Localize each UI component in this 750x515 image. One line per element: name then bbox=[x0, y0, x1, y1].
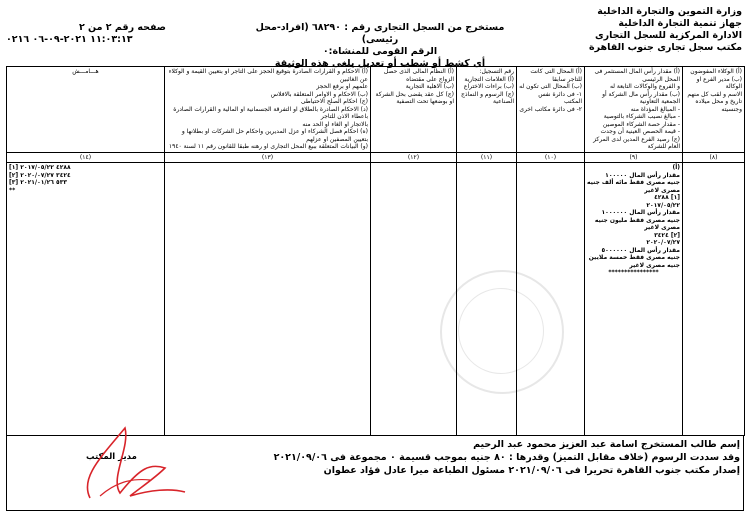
column-header-13: (أ) الاحكام و القرارات الصادرة بتوقيع الحجز على التاجر او بتعيين القيمة و الوكلاء عن الغائبين علمهم او برفع الحجز (ب) الاحكام و الاوامر المتعلقة بالافلاس (ج) احكام الصلح الاحتياطى (د) الاحكام الصادرة بالطلاق او التفرقة الجسمانية او المالية و القرارات الصادرة باعطاء الاذن للتاجر بالاتجار او الغاء او الحد منه (ه) احكام فصل الشركاء او عزل المديرين واحكام حل الشركات او بطلانها و بتعيين المصفين او عزلهم (و) البيانات المتعلقة ببيع المحل التجارى او رهنه طبقا للقانون رقم ١١ لسنة ١٩٤٠ bbox=[165, 67, 371, 153]
margin-note: [٣] ٥٣٣ ٢٠٢١/٠١/٢٦ bbox=[9, 179, 68, 186]
column-header-10: (أ) المحال التى كانت للتاجر سابقا (ب) المحال التى تكون له ١- فى دائرة نفس المكتب ٢- فى دائرة مكاتب اخرى bbox=[517, 67, 585, 153]
trademarks-cell bbox=[457, 163, 517, 436]
capital-line: **************** bbox=[608, 269, 659, 276]
shops-cell bbox=[517, 163, 585, 436]
column-number: (١٣) bbox=[165, 152, 371, 163]
capital-line: (أ) bbox=[672, 164, 680, 171]
national-number: الرقم القومى للمنشاة:٠ bbox=[322, 46, 438, 57]
capital-line: مقدار رأس المال ١٠٠٠٠٠٠ bbox=[601, 209, 680, 216]
capital-line: [١] ٤٢٨٨ bbox=[654, 194, 680, 201]
margin-note: [٢] ٣٤٢٤ ٢٠٢٠/٠٧/٢٧ bbox=[9, 171, 71, 179]
column-number: (١١) bbox=[457, 152, 517, 163]
footer-text bbox=[140, 438, 740, 477]
column-number: (١٢) bbox=[371, 152, 457, 163]
column-header-8: (أ) الوكلاء المفوضون (ب) مدير الفرع او الوكالة الاسم و لقب كل منهم تاريخ و محل ميلاده وجنسيته bbox=[683, 67, 745, 153]
capital-line: مقدار رأس المال ١٠٠٠٠٠ bbox=[605, 171, 680, 179]
capital-line: جنيه مصرى فقط مليون جنيه bbox=[594, 216, 680, 224]
header-line: جهاز تنمية التجارة الداخلية bbox=[618, 18, 742, 29]
column-number: (٩) bbox=[585, 152, 683, 163]
capital-line: [٢] ٣٤٢٤ bbox=[654, 231, 680, 239]
capital-cell bbox=[585, 163, 683, 436]
capital-line: جنيه مصرى فقط مائه ألف جنيه bbox=[586, 179, 680, 186]
issued-by: إصدار مكتب جنوب القاهرة تحريرا فى ٢٠٢١/٠٩/٠٦ مسئول الطباعة ميرا عادل فؤاد عطوان bbox=[323, 465, 740, 476]
margin-note: ** bbox=[9, 186, 16, 194]
column-number: (١٤) bbox=[7, 152, 165, 163]
registry-number: مستخرج من السجل التجارى رقم : ٦٨٢٩٠ (افراد-محل رئيسى) bbox=[255, 22, 505, 45]
requester-name: إسم طالب المستخرج اسامة عبد العزيز محمود عبد الرحيم bbox=[473, 439, 740, 450]
fees-paid: وقد سددت الرسوم (خلاف مقابل التميز) وقدرها : ٨٠ جنيه بموجب قسيمة ٠ مجموعة فى ٢٠٢١/٠٩/٠٦ bbox=[273, 452, 740, 463]
capital-line: ٢٠١٧/٠٥/٢٢ bbox=[646, 201, 680, 209]
capital-line: مقدار رأس المال ٥٠٠٠٠٠٠ bbox=[601, 246, 680, 254]
capital-line: جنيه مصرى فقط خمسة ملايين bbox=[588, 254, 680, 261]
capital-line: ٢٠٢٠/٠٧/٢٧ bbox=[646, 239, 680, 246]
page-info bbox=[6, 22, 166, 46]
column-number: (٨) bbox=[683, 152, 745, 163]
document-title bbox=[250, 22, 510, 70]
column-header-12: (أ) النظام المالى الذى حصل الزواج على مقتضاه (ب) الاهلية التجارية (ج) كل عقد يقضى بحل الشركة او بوضعها تحت التصفية bbox=[371, 67, 457, 153]
column-header-14: هـــامـــش bbox=[7, 67, 165, 153]
marital-cell bbox=[371, 163, 457, 436]
header-line: مكتب سجل تجارى جنوب القاهرة bbox=[589, 42, 742, 53]
judgments-cell bbox=[165, 163, 371, 436]
capital-line: جنيه مصرى لاغير bbox=[629, 261, 680, 269]
capital-line: مصرى لاغير bbox=[644, 186, 680, 194]
column-header-9: (أ) مقدار رأس المال المستثمر فى المحل الرئيسى و الفروع والوكالات التابعة له (ب) مقدار رأس مال الشركة أو الجمعية التعاونية - المبالغ المؤداة منه - مبالغ نصيب الشركاء بالتوصية - مقدار حصة الشركاء الموصين - قيمة الحصص العينية أن وجدت (ج) رصيد الفرع المدين لدى المركز العام للشركة bbox=[585, 67, 683, 153]
agents-cell bbox=[683, 163, 745, 436]
print-timestamp: ١١:٠٣:١٣ ٢٠٢١-٠٩-٠٦ ٠٢١٦ bbox=[6, 34, 133, 45]
manager-signature-label: مدير المكتب bbox=[86, 452, 137, 462]
page-number: صفحه رقم ٢ من ٢ bbox=[78, 22, 166, 33]
ministry-header bbox=[552, 6, 742, 54]
header-line: الادارة المركزية للسجل التجارى bbox=[594, 30, 742, 41]
column-number: (١٠) bbox=[517, 152, 585, 163]
column-header-11: رقم التسجيل: (أ) العلامات التجارية (ب) براءات الاختراع (ج) الرسوم و النماذج الصناعية bbox=[457, 67, 517, 153]
signature bbox=[70, 408, 190, 508]
header-line: وزارة التموين والتجارة الداخلية bbox=[597, 6, 742, 17]
registry-table bbox=[6, 66, 745, 436]
capital-line: مصرى لاغير bbox=[644, 224, 680, 231]
margin-cell bbox=[7, 163, 165, 436]
warning-note: أى كشط أو شطب أو تعديل يلغى هذه الوثيقة bbox=[274, 58, 486, 69]
margin-note: [١] ٤٢٨٨ ٢٠١٧/٠٥/٢٢ bbox=[9, 164, 71, 171]
